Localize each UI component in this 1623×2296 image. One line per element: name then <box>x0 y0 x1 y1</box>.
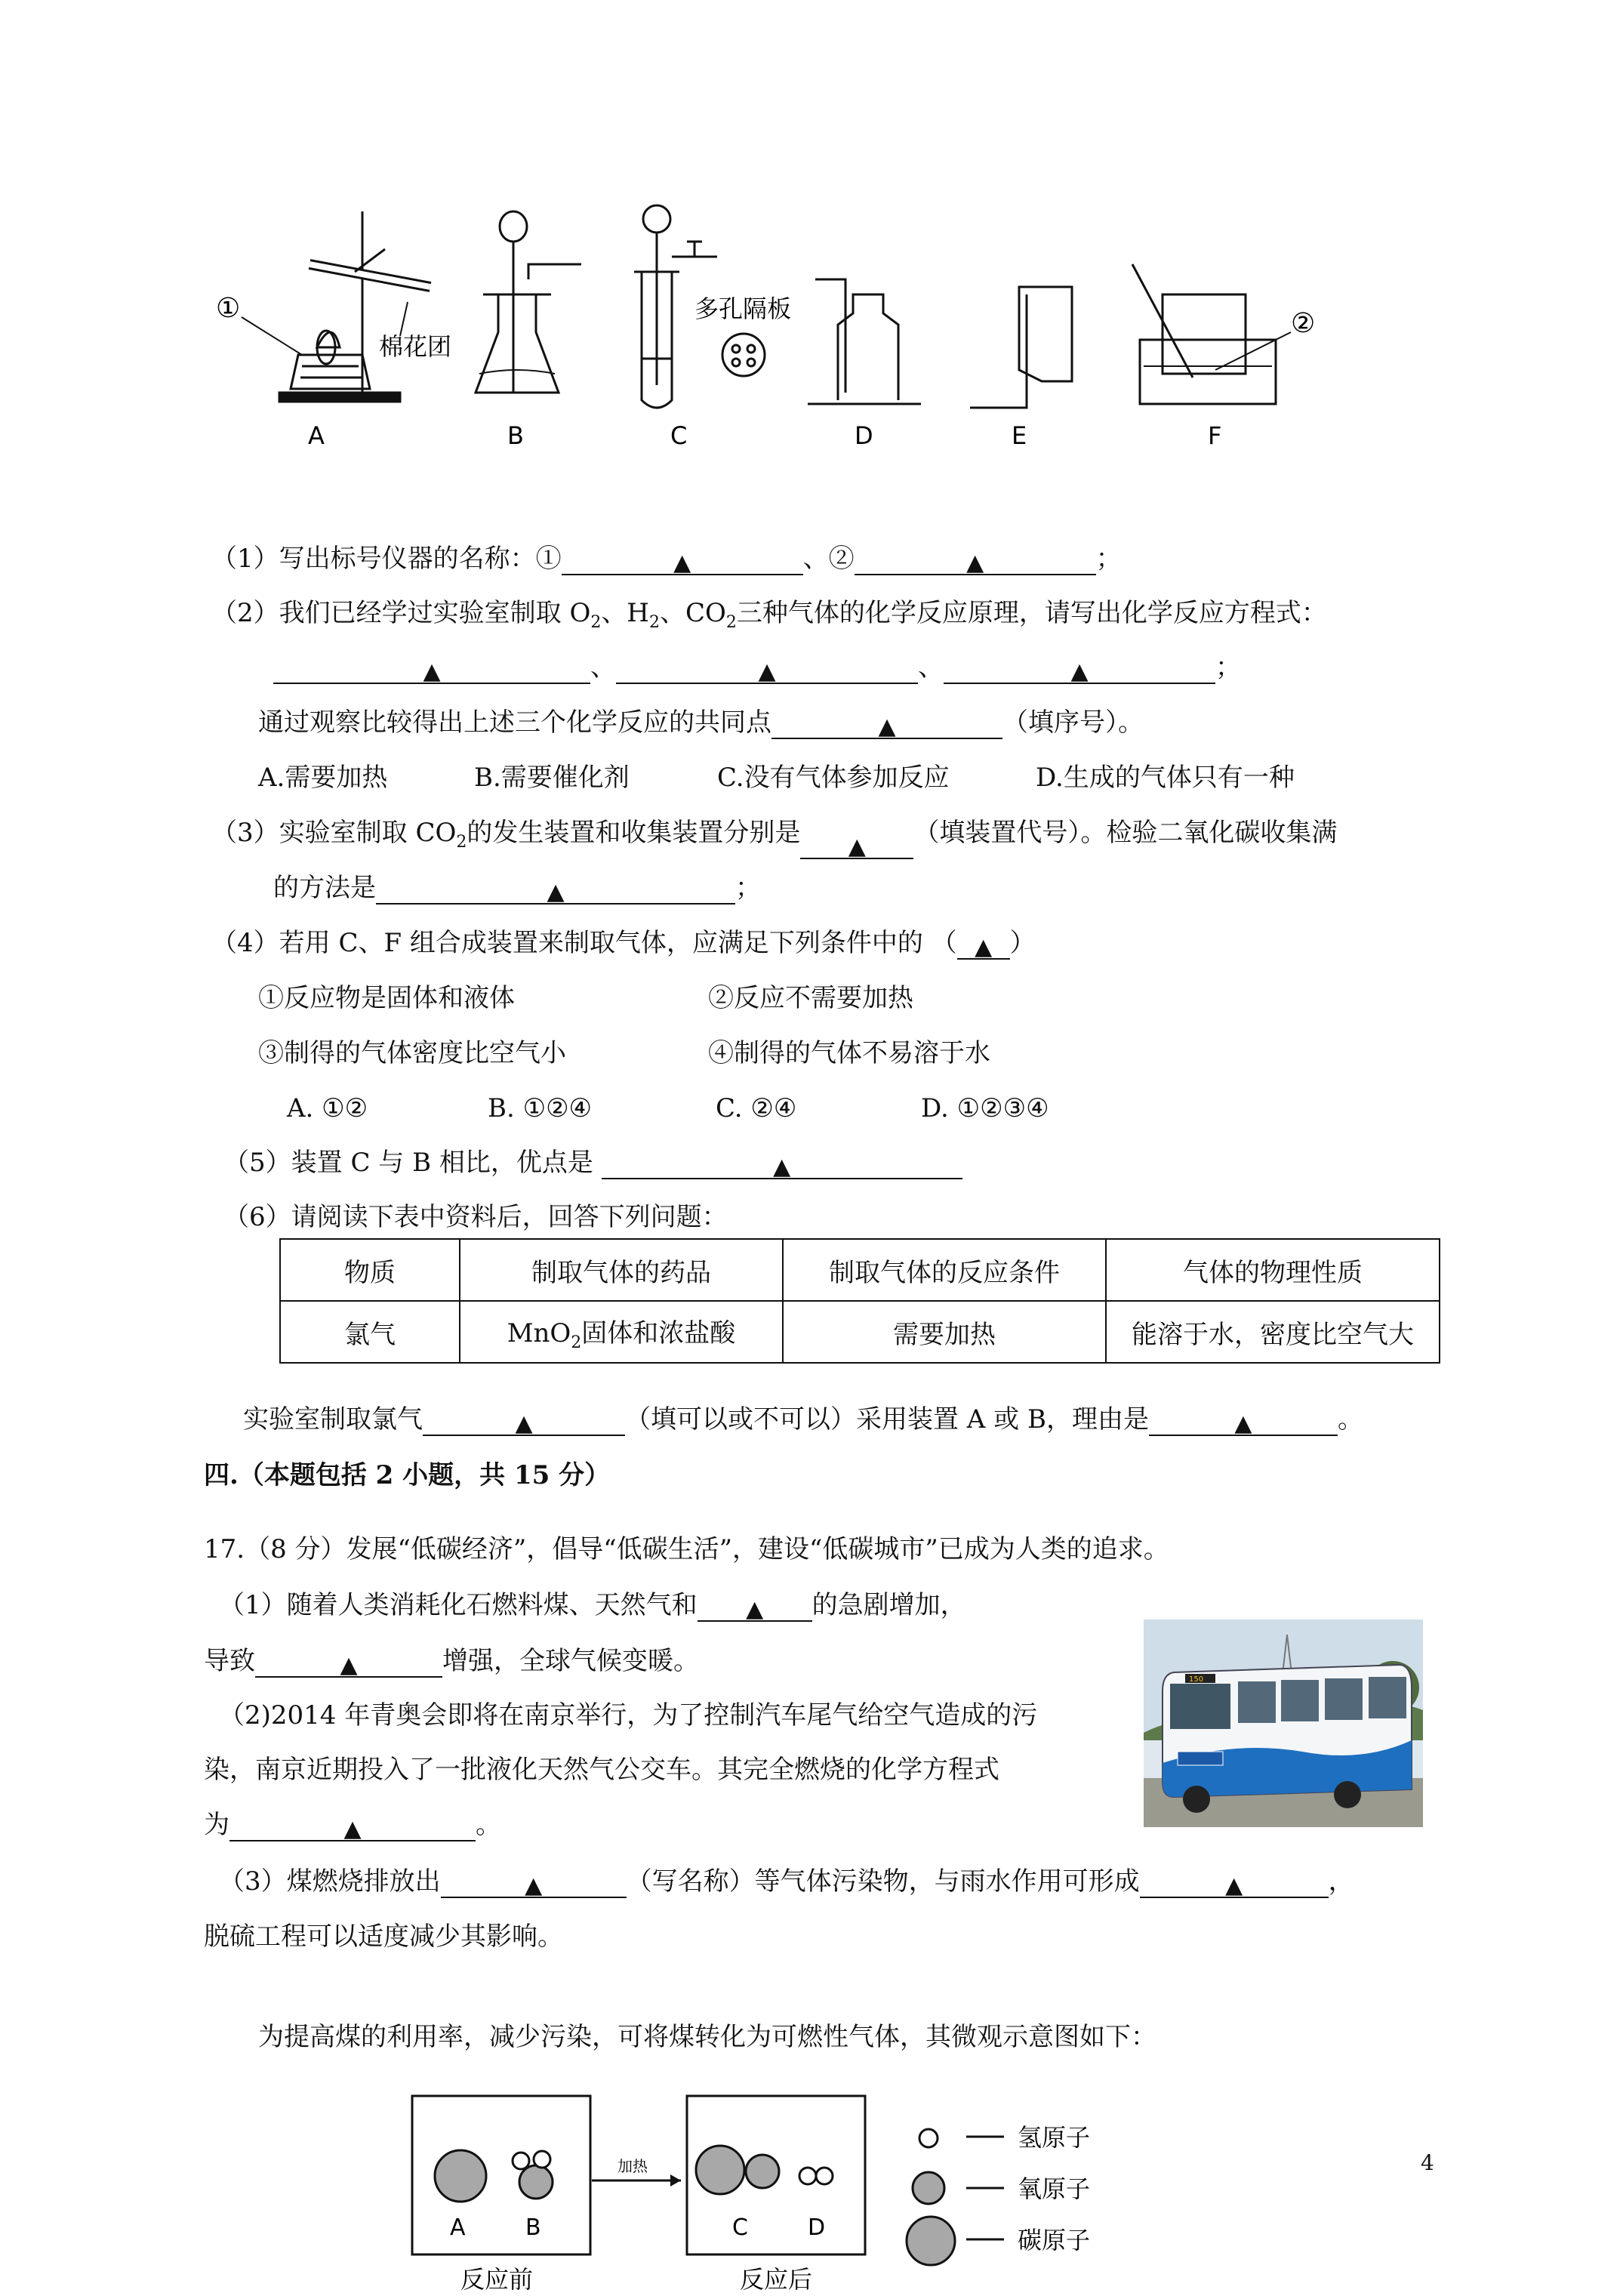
table-header-cell: 物质 <box>280 1239 460 1301</box>
legend-hydrogen: 氢原子 <box>1018 2123 1091 2152</box>
q16-part4-cond-row2: ③制得的气体密度比空气小 ④制得的气体不易溶于水 <box>258 1038 990 1068</box>
reaction-diagram <box>408 2091 1163 2295</box>
q17-p3-blank1[interactable]: ▲ <box>441 1868 627 1898</box>
legend-carbon-icon <box>907 2217 955 2265</box>
table-cell: 需要加热 <box>783 1301 1106 1363</box>
q16-part4-options: A. ①② B. ①②④ C. ②④ D. ①②③④ <box>287 1093 1049 1123</box>
q17-part1a: （1）随着人类消耗化石燃料煤、天然气和 ▲ 的急剧增加， <box>219 1590 966 1623</box>
hydrogen-atom <box>534 2151 550 2168</box>
bus-route-sign: 150 <box>1189 1675 1204 1684</box>
q17-part3a: （3）煤燃烧排放出 ▲ （写名称）等气体污染物，与雨水作用可形成 ▲ ， <box>219 1866 1354 1899</box>
q16-p1-blank1[interactable]: ▲ <box>562 545 803 575</box>
q17-micro-intro: 为提高煤的利用率，减少污染，可将煤转化为可燃性气体，其微观示意图如下： <box>258 2022 1156 2052</box>
q16-part2-equations: ▲ 、 ▲ 、 ▲ ； <box>273 651 1241 684</box>
apparatus-figure <box>204 204 1351 453</box>
apparatus-d-drawing <box>808 279 921 404</box>
callout-porous-plate: 多孔隔板 <box>694 294 792 323</box>
q16-p3-blank2[interactable]: ▲ <box>376 874 735 905</box>
label-f: F <box>1208 421 1222 450</box>
q17-p1-blank1[interactable]: ▲ <box>698 1592 812 1622</box>
q17-part3b: 脱硫工程可以适度减少其影响。 <box>204 1922 563 1952</box>
page-number: 4 <box>1421 2150 1434 2175</box>
table-header-cell: 气体的物理性质 <box>1106 1239 1440 1301</box>
label-e: E <box>1012 421 1027 450</box>
q16-part3: （3）实验室制取 $CO_2$的发生装置和收集装置分别是 ▲ （填装置代号）。检验二氧化碳收集满 <box>211 818 1338 860</box>
carbon-atom <box>435 2150 486 2202</box>
table-cell: 能溶于水，密度比空气大 <box>1106 1301 1440 1363</box>
q16-p2-eq2[interactable]: ▲ <box>616 654 918 684</box>
q16-part4: （4）若用 C、F 组合成装置来制取气体，应满足下列条件中的 （ ▲ ） <box>211 928 1036 960</box>
after-label: 反应后 <box>740 2265 813 2294</box>
apparatus-a-drawing <box>242 211 430 402</box>
chlorine-info-table <box>279 1238 1440 1364</box>
q16-p4-blank[interactable]: ▲ <box>957 929 1010 960</box>
q17-part1b: 导致 ▲ 增强，全球气候变暖。 <box>204 1646 699 1678</box>
table-header-cell: 制取气体的反应条件 <box>783 1239 1106 1301</box>
bus-photo <box>1144 1620 1423 1827</box>
before-label: 反应前 <box>460 2265 534 2294</box>
carbon-atom <box>696 2146 744 2194</box>
label-a: A <box>308 421 325 450</box>
q16-part5: （5）装置 C 与 B 相比，优点是 ▲ <box>223 1146 962 1179</box>
table-header-row <box>280 1239 1440 1301</box>
legend-oxygen: 氧原子 <box>1018 2174 1091 2203</box>
label-b: B <box>507 421 524 450</box>
q17-p1-blank2[interactable]: ▲ <box>255 1647 442 1678</box>
q16-part6: （6）请阅读下表中资料后，回答下列问题： <box>223 1202 728 1232</box>
legend-carbon: 碳原子 <box>1018 2226 1091 2254</box>
apparatus-e-drawing <box>970 287 1072 408</box>
q16-p6-blank2[interactable]: ▲ <box>1149 1406 1338 1436</box>
apparatus-b-drawing <box>476 211 581 393</box>
q17-part2b: 染，南京近期投入了一批液化天然气公交车。其完全燃烧的化学方程式 <box>204 1755 999 1785</box>
callout-1: ① <box>216 293 241 324</box>
q16-p2-obs-blank[interactable]: ▲ <box>771 709 1002 739</box>
table-cell: MnO$_2$固体和浓盐酸 <box>460 1301 783 1363</box>
q17-part2a: （2)2014 年青奥会即将在南京举行，为了控制汽车尾气给空气造成的污 <box>219 1700 1038 1730</box>
q16-part1: （1）写出标号仪器的名称：① ▲ 、② ▲ ； <box>211 544 1122 576</box>
hydrogen-atom <box>816 2168 833 2184</box>
callout-2: ② <box>1291 308 1316 339</box>
q16-part2: （2）我们已经学过实验室制取 $O_2$、$H_2$、$CO_2$三种气体的化学反应原理，请写出化学反应方程式： <box>211 598 1327 632</box>
legend-oxygen-icon <box>913 2172 944 2204</box>
q16-part2-options: A.需要加热 B.需要催化剂 C.没有气体参加反应 D.生成的气体只有一种 <box>258 763 1295 793</box>
q16-p3-blank1[interactable]: ▲ <box>800 829 913 859</box>
q16-p2-eq3[interactable]: ▲ <box>944 654 1215 684</box>
legend-hydrogen-icon <box>919 2129 938 2147</box>
table-row <box>280 1301 1440 1363</box>
callout-cotton: 棉花团 <box>379 332 452 361</box>
q16-part2-observation: 通过观察比较得出上述三个化学反应的共同点 ▲ （填序号）。 <box>258 707 1144 740</box>
label-b: B <box>525 2214 541 2241</box>
arrow-label: 加热 <box>617 2157 648 2175</box>
table-cell: 氯气 <box>280 1301 460 1363</box>
apparatus-f-drawing <box>1132 264 1291 404</box>
q16-p5-blank[interactable]: ▲ <box>602 1149 962 1179</box>
label-d: D <box>855 421 873 450</box>
oxygen-atom <box>746 2155 779 2188</box>
section-title: 四.（本题包括 2 小题，共 15 分） <box>204 1460 611 1490</box>
q16-p6-blank1[interactable]: ▲ <box>423 1406 625 1436</box>
table-header-cell: 制取气体的药品 <box>460 1239 783 1301</box>
hydrogen-atom <box>799 2168 816 2184</box>
label-d: D <box>808 2214 826 2241</box>
oxygen-atom <box>519 2165 553 2199</box>
q17-p3-blank2[interactable]: ▲ <box>1140 1868 1329 1898</box>
q16-p2-eq1[interactable]: ▲ <box>273 654 590 684</box>
q16-part3-line2: 的方法是 ▲ ； <box>273 873 761 905</box>
label-c: C <box>732 2214 748 2241</box>
label-c: C <box>670 421 688 450</box>
q16-p1-blank2[interactable]: ▲ <box>855 545 1096 575</box>
hydrogen-atom <box>513 2153 529 2169</box>
q17-part2c: 为 ▲ 。 <box>204 1810 501 1842</box>
label-a: A <box>450 2214 466 2241</box>
q16-part4-cond-row1: ①反应物是固体和液体 ②反应不需要加热 <box>258 983 913 1013</box>
q17-intro: 17.（8 分）发展“低碳经济”，倡导“低碳生活”，建设“低碳城市”已成为人类的追求。 <box>204 1534 1169 1564</box>
q17-p2-blank[interactable]: ▲ <box>229 1811 476 1841</box>
q16-part6-conclusion: 实验室制取氯气 ▲ （填可以或不可以）采用装置 A 或 B，理由是 ▲ 。 <box>243 1404 1363 1437</box>
